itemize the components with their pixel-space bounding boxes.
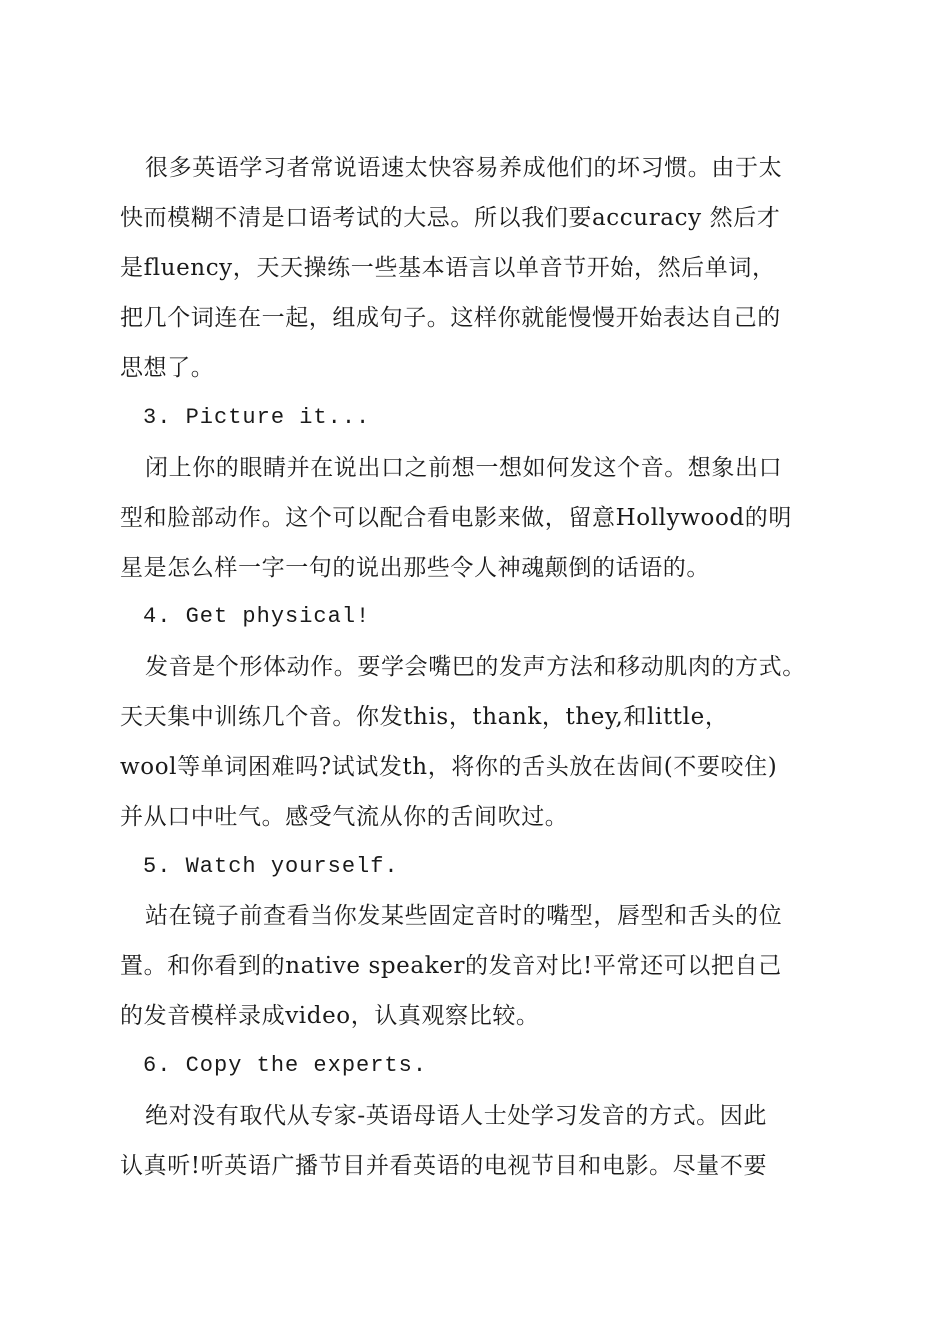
paragraph-line: 站在镜子前查看当你发某些固定音时的嘴型，唇型和舌头的位	[145, 903, 783, 929]
paragraph-line: 思想了。	[120, 355, 215, 381]
paragraph-line: 型和脸部动作。这个可以配合看电影来做，留意Hollywood的明	[120, 505, 792, 531]
paragraph-line: wool等单词困难吗?试试发th，将你的舌头放在齿间(不要咬住)	[120, 754, 778, 780]
paragraph-line: 快而模糊不清是口语考试的大忌。所以我们要accuracy 然后才	[120, 205, 781, 231]
paragraph-line: 星是怎么样一字一句的说出那些令人神魂颠倒的话语的。	[120, 555, 710, 581]
paragraph-line: 闭上你的眼睛并在说出口之前想一想如何发这个音。想象出口	[145, 455, 783, 481]
paragraph-line: 天天集中训练几个音。你发this，thank，they,和little，	[120, 704, 729, 730]
paragraph-line: 发音是个形体动作。要学会嘴巴的发声方法和移动肌肉的方式。	[145, 654, 806, 680]
paragraph-line: 置。和你看到的native speaker的发音对比!平常还可以把自己	[120, 953, 782, 979]
paragraph-line: 并从口中吐气。感受气流从你的舌间吹过。	[120, 804, 569, 830]
section-heading-5: 5. Watch yourself.	[143, 854, 399, 879]
paragraph-line: 很多英语学习者常说语速太快容易养成他们的坏习惯。由于太	[145, 155, 783, 181]
section-heading-4: 4. Get physical!	[143, 604, 371, 629]
paragraph-line: 的发音模样录成video，认真观察比较。	[120, 1003, 540, 1029]
paragraph-line: 绝对没有取代从专家-英语母语人士处学习发音的方式。因此	[145, 1103, 767, 1129]
paragraph-line: 是fluency，天天操练一些基本语言以单音节开始，然后单词，	[120, 255, 776, 281]
paragraph-line: 认真听!听英语广播节目并看英语的电视节目和电影。尽量不要	[120, 1153, 768, 1179]
paragraph-line: 把几个词连在一起，组成句子。这样你就能慢慢开始表达自己的	[120, 305, 781, 331]
section-heading-6: 6. Copy the experts.	[143, 1053, 428, 1078]
section-heading-3: 3. Picture it...	[143, 405, 371, 430]
